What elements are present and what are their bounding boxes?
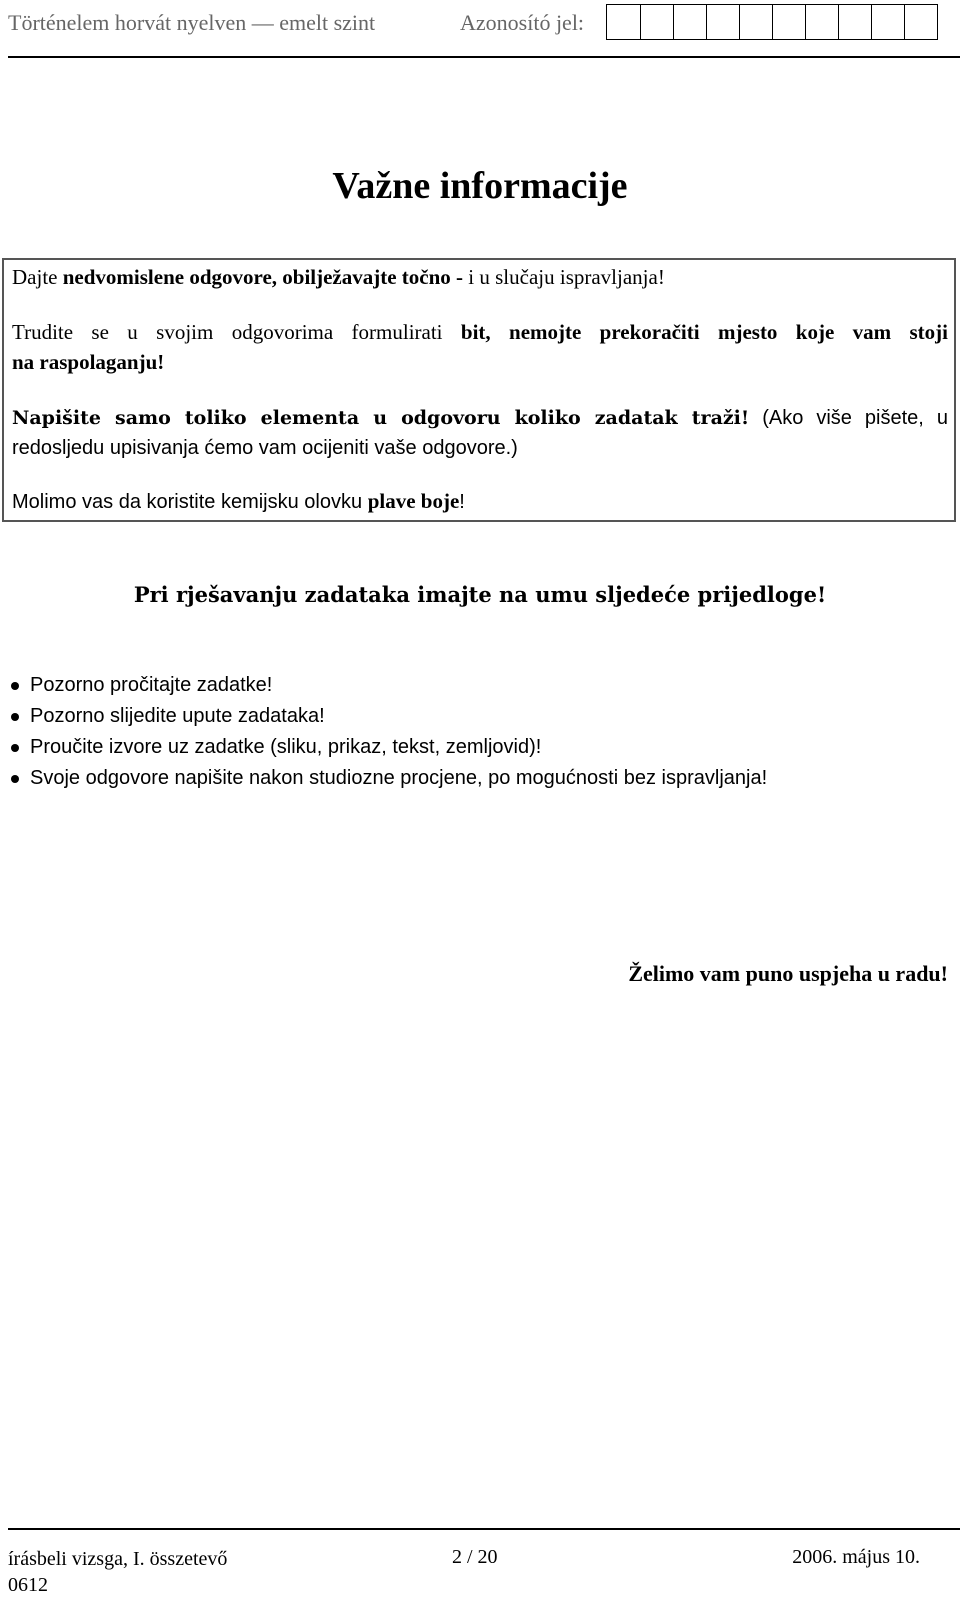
bullet-icon [11, 744, 19, 752]
id-box[interactable] [706, 5, 739, 39]
bullet-icon [11, 713, 19, 721]
p1-bold: nedvomislene odgovore, obilježavajte točno - [62, 265, 464, 289]
suggestions-list [8, 670, 767, 794]
id-box[interactable] [838, 5, 871, 39]
list-item [8, 701, 767, 732]
info-paragraph-1 [12, 262, 948, 292]
bullet-icon [11, 682, 19, 690]
p2-bold: bit, nemojte prekoračiti mjesto koje vam stoji [460, 320, 949, 344]
page-header [0, 0, 960, 58]
closing-message: Želimo vam puno uspjeha u radu! [628, 961, 948, 986]
footer-code: 0612 [8, 1574, 48, 1596]
instructions-heading: Pri rješavanju zadataka imajte na umu sljedeće prijedloge! [133, 582, 827, 607]
info-paragraph-2 [12, 317, 948, 377]
p3-line-2 [12, 433, 948, 463]
footer-divider [8, 1528, 960, 1530]
id-box[interactable] [772, 5, 805, 39]
info-paragraph-3 [12, 402, 948, 463]
list-item [8, 732, 767, 763]
list-item-text: Pozorno slijedite upute zadataka! [30, 705, 325, 727]
p4-bold: plave boje [367, 489, 460, 513]
footer-exam-name: írásbeli vizsga, I. összetevő [8, 1548, 228, 1570]
list-item [8, 670, 767, 701]
p3-text-end: redosljedu upisivanja ćemo vam ocijeniti vaše odgovore.) [12, 437, 518, 459]
bullet-icon [11, 775, 19, 783]
p3-bold: Napišite samo toliko elementa u odgovoru koliko zadatak traži! [12, 407, 750, 429]
id-box[interactable] [640, 5, 673, 39]
page-number: 2 / 20 [452, 1546, 498, 1568]
footer-left [8, 1546, 227, 1598]
p4-text: Molimo vas da koristite kemijsku olovku [12, 491, 368, 513]
list-item-text: Proučite izvore uz zadatke (sliku, prikaz, tekst, zemljovid)! [30, 736, 542, 758]
info-box [2, 258, 956, 522]
list-item-text: Svoje odgovore napišite nakon studiozne procjene, po mogućnosti bez ispravljanja! [30, 767, 768, 789]
id-boxes [606, 4, 938, 40]
p2-text: Trudite se u svojim odgovorima formulirati [12, 320, 461, 344]
p3-text: (Ako više pišete, u [749, 407, 948, 429]
id-box[interactable] [673, 5, 706, 39]
info-paragraph-4 [12, 486, 948, 517]
p3-line-1 [12, 402, 948, 433]
id-label: Azonosító jel: [460, 10, 585, 35]
p2-line-1 [12, 317, 948, 347]
id-box[interactable] [739, 5, 772, 39]
footer-date: 2006. május 10. [792, 1546, 920, 1568]
p1-text: Dajte [12, 265, 63, 289]
header-title: Történelem horvát nyelven — emelt szint [8, 10, 376, 35]
p2-bold-end: na raspolaganju! [12, 350, 165, 374]
id-box[interactable] [805, 5, 838, 39]
page-title: Važne informacije [332, 165, 628, 207]
list-item [8, 763, 767, 794]
p1-text-end: i u slučaju ispravljanja! [463, 265, 665, 289]
p4-text-end: ! [459, 491, 465, 513]
list-item-text: Pozorno pročitajte zadatke! [30, 674, 273, 696]
id-box[interactable] [904, 5, 937, 39]
id-box[interactable] [871, 5, 904, 39]
p2-line-2 [12, 347, 948, 377]
header-divider [8, 56, 960, 58]
id-box[interactable] [607, 5, 640, 39]
